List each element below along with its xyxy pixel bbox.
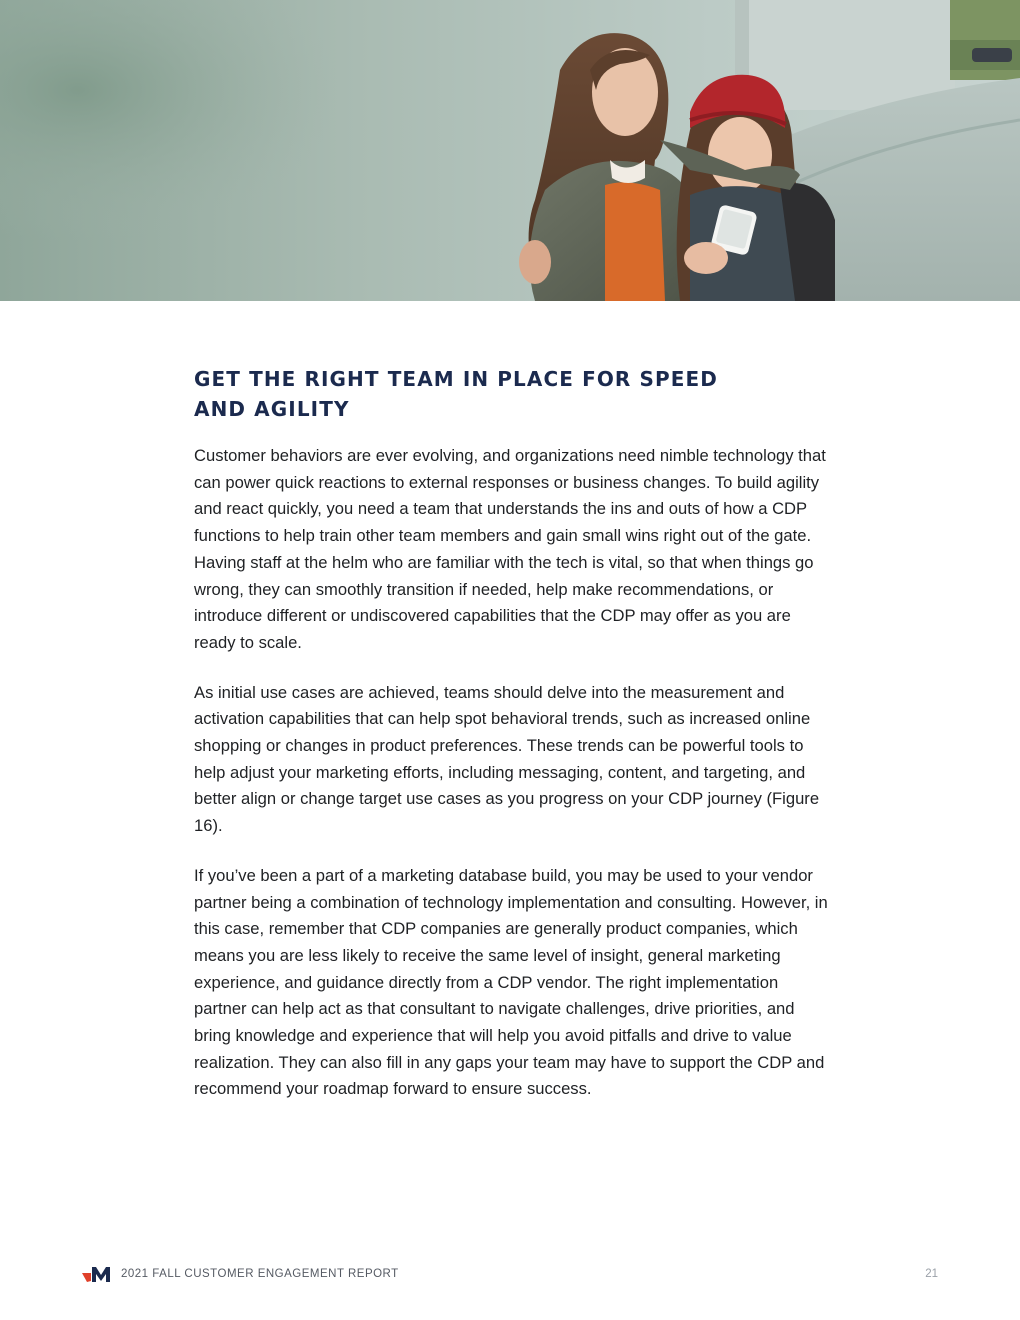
report-title: 2021 FALL CUSTOMER ENGAGEMENT REPORT: [121, 1268, 399, 1280]
section-heading-line2: AND AGILITY: [194, 397, 350, 421]
paragraph: If you’ve been a part of a marketing database build, you may be used to your vendor partner being a combination of technology implementation and consulting. However, in this case, remember that CDP companies are generally product companies, which means you are less likely to receive the same level of insight, general marketing experience, and guidance directly from a CDP vendor. The right implementation partner can help act as that consultant to navigate challenges, drive priorities, and bring knowledge and experience that will help you avoid pitfalls and drive to value realization. They can also fill in any gaps your team may have to support the CDP and recommend your roadmap forward to ensure success.: [194, 865, 828, 1099]
hero-photo: [0, 0, 1020, 301]
m-logo-icon: [82, 1265, 112, 1283]
page-footer: [82, 1264, 938, 1286]
section-heading-line1: GET THE RIGHT TEAM IN PLACE FOR SPEED: [194, 367, 718, 391]
page-number: 21: [925, 1268, 938, 1280]
paragraph: As initial use cases are achieved, teams should delve into the measurement and activation capabilities that can help spot behavioral trends, such as increased online shopping or changes in product preferences. These trends can be powerful tools to help adjust your marketing efforts, including messaging, content, and targeting, and better align or change target use cases as you progress on your CDP journey (Figure 16).: [194, 682, 820, 836]
section-heading: [194, 364, 834, 424]
paragraph: Customer behaviors are ever evolving, and organizations need nimble technology that can power quick reactions to external responses or business changes. To build agility and react quickly, you need a team that understands the ins and outs of how a CDP functions to help train other team members and gain small wins right out of the gate. Having staff at the helm who are familiar with the tech is vital, so that when things go wrong, they can smoothly transition if needed, help make recommendations, or introduce different or undiscovered capabilities that the CDP may offer as you are ready to scale.: [194, 446, 826, 652]
article-body: [194, 364, 834, 1126]
